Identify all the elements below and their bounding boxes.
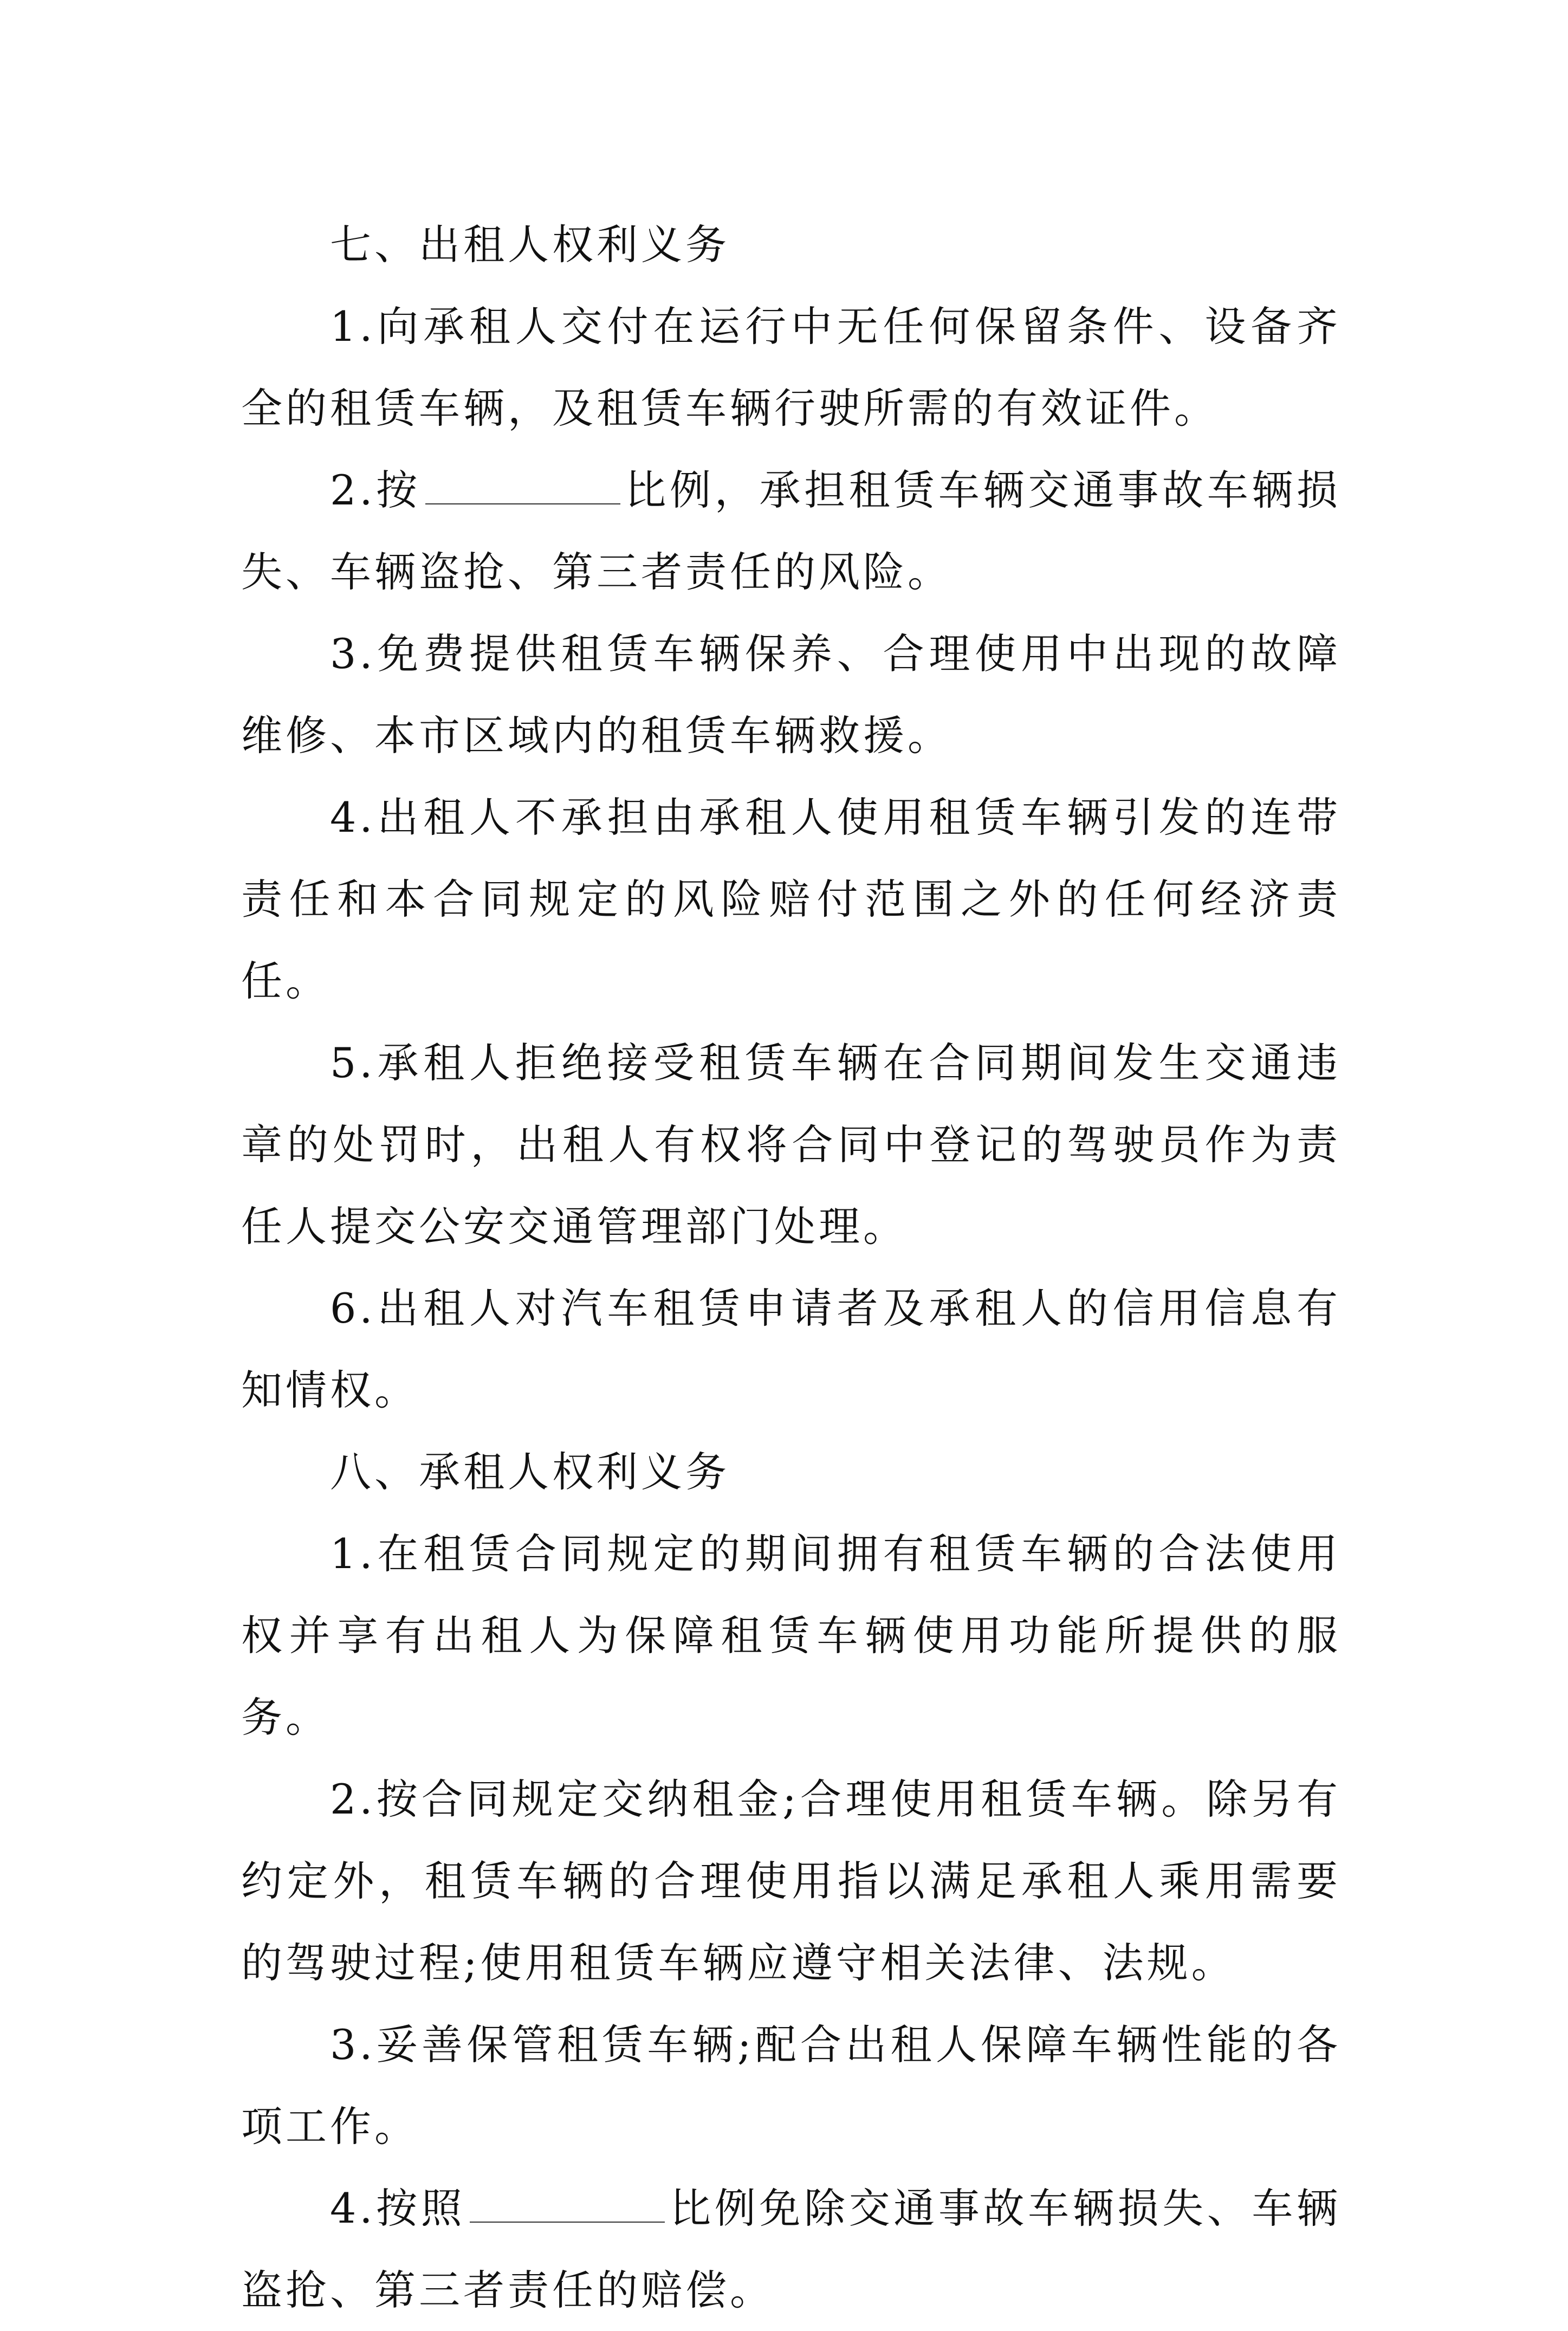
section-8-item-4-rest: 比例免除交通事故车辆损失、车辆盗抢、第三者责任的赔偿。 bbox=[241, 2184, 1342, 2314]
section-8-item-2: 2.按合同规定交纳租金;合理使用租赁车辆。除另有约定外，租赁车辆的合理使用指以满足承租人乘用需要的驾驶过程;使用租赁车辆应遵守相关法律、法规。 bbox=[241, 1775, 1341, 1987]
contract-body bbox=[241, 204, 1341, 2331]
section-7-item-4: 4.出租人不承担由承租人使用租赁车辆引发的连带责任和本合同规定的风险赔付范围之外的任何经济责任。 bbox=[241, 793, 1341, 1005]
section-7-item-5: 5.承租人拒绝接受租赁车辆在合同期间发生交通违章的处罚时，出租人有权将合同中登记的驾驶员作为责任人提交公安交通管理部门处理。 bbox=[241, 1039, 1341, 1251]
ratio-blank-field[interactable] bbox=[470, 2188, 665, 2223]
section-7-item-2 bbox=[241, 449, 1341, 613]
section-8-item-4 bbox=[241, 2167, 1341, 2331]
section-7-item-1: 1.向承租人交付在运行中无任何保留条件、设备齐全的租赁车辆，及租赁车辆行驶所需的有效证件。 bbox=[241, 302, 1341, 432]
ratio-blank-field[interactable] bbox=[425, 470, 620, 504]
section-8-item-3: 3.妥善保管租赁车辆;配合出租人保障车辆性能的各项工作。 bbox=[241, 2021, 1341, 2151]
section-8-heading: 八、承租人权利义务 bbox=[330, 1448, 730, 1496]
section-8-item-1: 1.在租赁合同规定的期间拥有租赁车辆的合法使用权并享有出租人为保障租赁车辆使用功能所提供的服务。 bbox=[241, 1530, 1341, 1741]
section-7-item-2-lead: 2.按 bbox=[330, 466, 421, 514]
section-7-heading: 七、出租人权利义务 bbox=[330, 221, 730, 269]
section-7-item-2-rest: 比例，承担租赁车辆交通事故车辆损失、车辆盗抢、第三者责任的风险。 bbox=[241, 466, 1342, 596]
section-8-item-4-lead: 4.按照 bbox=[330, 2184, 466, 2232]
section-7-item-6: 6.出租人对汽车租赁申请者及承租人的信用信息有知情权。 bbox=[241, 1284, 1341, 1414]
section-7-item-3: 3.免费提供租赁车辆保养、合理使用中出现的故障维修、本市区域内的租赁车辆救援。 bbox=[241, 630, 1341, 760]
